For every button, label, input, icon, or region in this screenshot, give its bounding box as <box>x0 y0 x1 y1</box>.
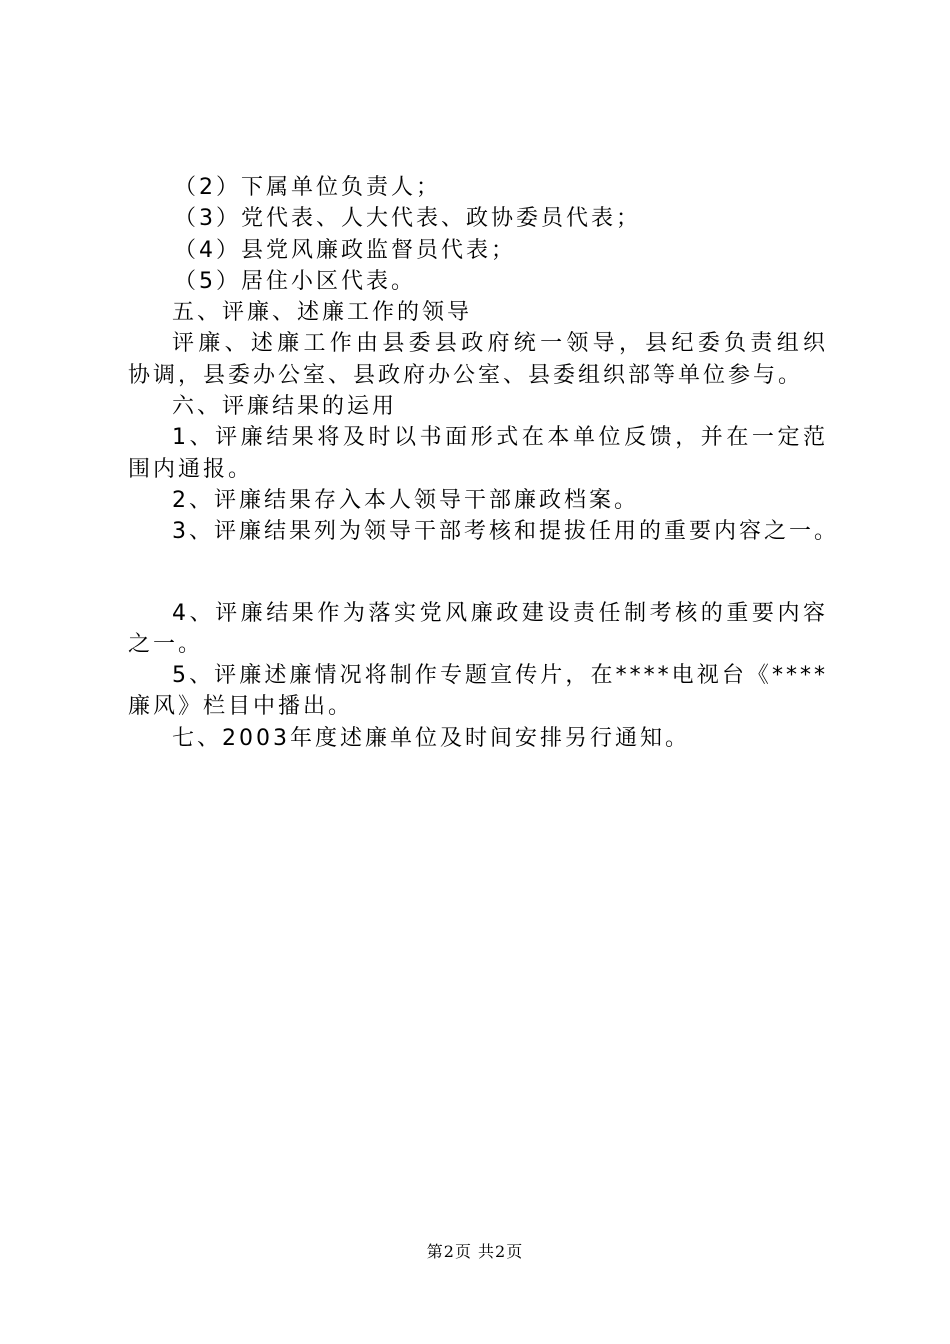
paragraph-line: 5、评廉述廉情况将制作专题宣传片，在****电视台《**** <box>172 663 828 689</box>
list-item: （5）居住小区代表。 <box>174 268 416 294</box>
paragraph-line: 评廉、述廉工作由县委县政府统一领导，县纪委负责组织 <box>172 331 828 357</box>
page-number-footer: 第2页 共2页 <box>426 1242 524 1261</box>
paragraph-line: 3、评廉结果列为领导干部考核和提拔任用的重要内容之一。 <box>172 519 839 545</box>
document-body <box>128 172 838 754</box>
paragraph-line: 围内通报。 <box>128 456 254 482</box>
list-item: （2）下属单位负责人； <box>174 175 441 200</box>
section-heading: 七、2003年度述廉单位及时间安排另行通知。 <box>172 725 690 751</box>
paragraph-gap <box>128 548 838 598</box>
paragraph-line: 4、评廉结果作为落实党风廉政建设责任制考核的重要内容 <box>172 600 828 626</box>
section-heading: 五、评廉、述廉工作的领导 <box>172 300 473 326</box>
paragraph-line: 廉风》栏目中播出。 <box>128 694 354 720</box>
list-item: （4）县党风廉政监督员代表； <box>174 237 516 263</box>
paragraph-line: 2、评廉结果存入本人领导干部廉政档案。 <box>172 487 639 513</box>
section-heading: 六、评廉结果的运用 <box>172 394 398 420</box>
paragraph-line: 协调，县委办公室、县政府办公室、县委组织部等单位参与。 <box>128 362 804 388</box>
paragraph-line: 之一。 <box>128 631 204 657</box>
list-item: （3）党代表、人大代表、政协委员代表； <box>174 206 641 232</box>
paragraph-line: 1、评廉结果将及时以书面形式在本单位反馈，并在一定范 <box>172 425 828 451</box>
